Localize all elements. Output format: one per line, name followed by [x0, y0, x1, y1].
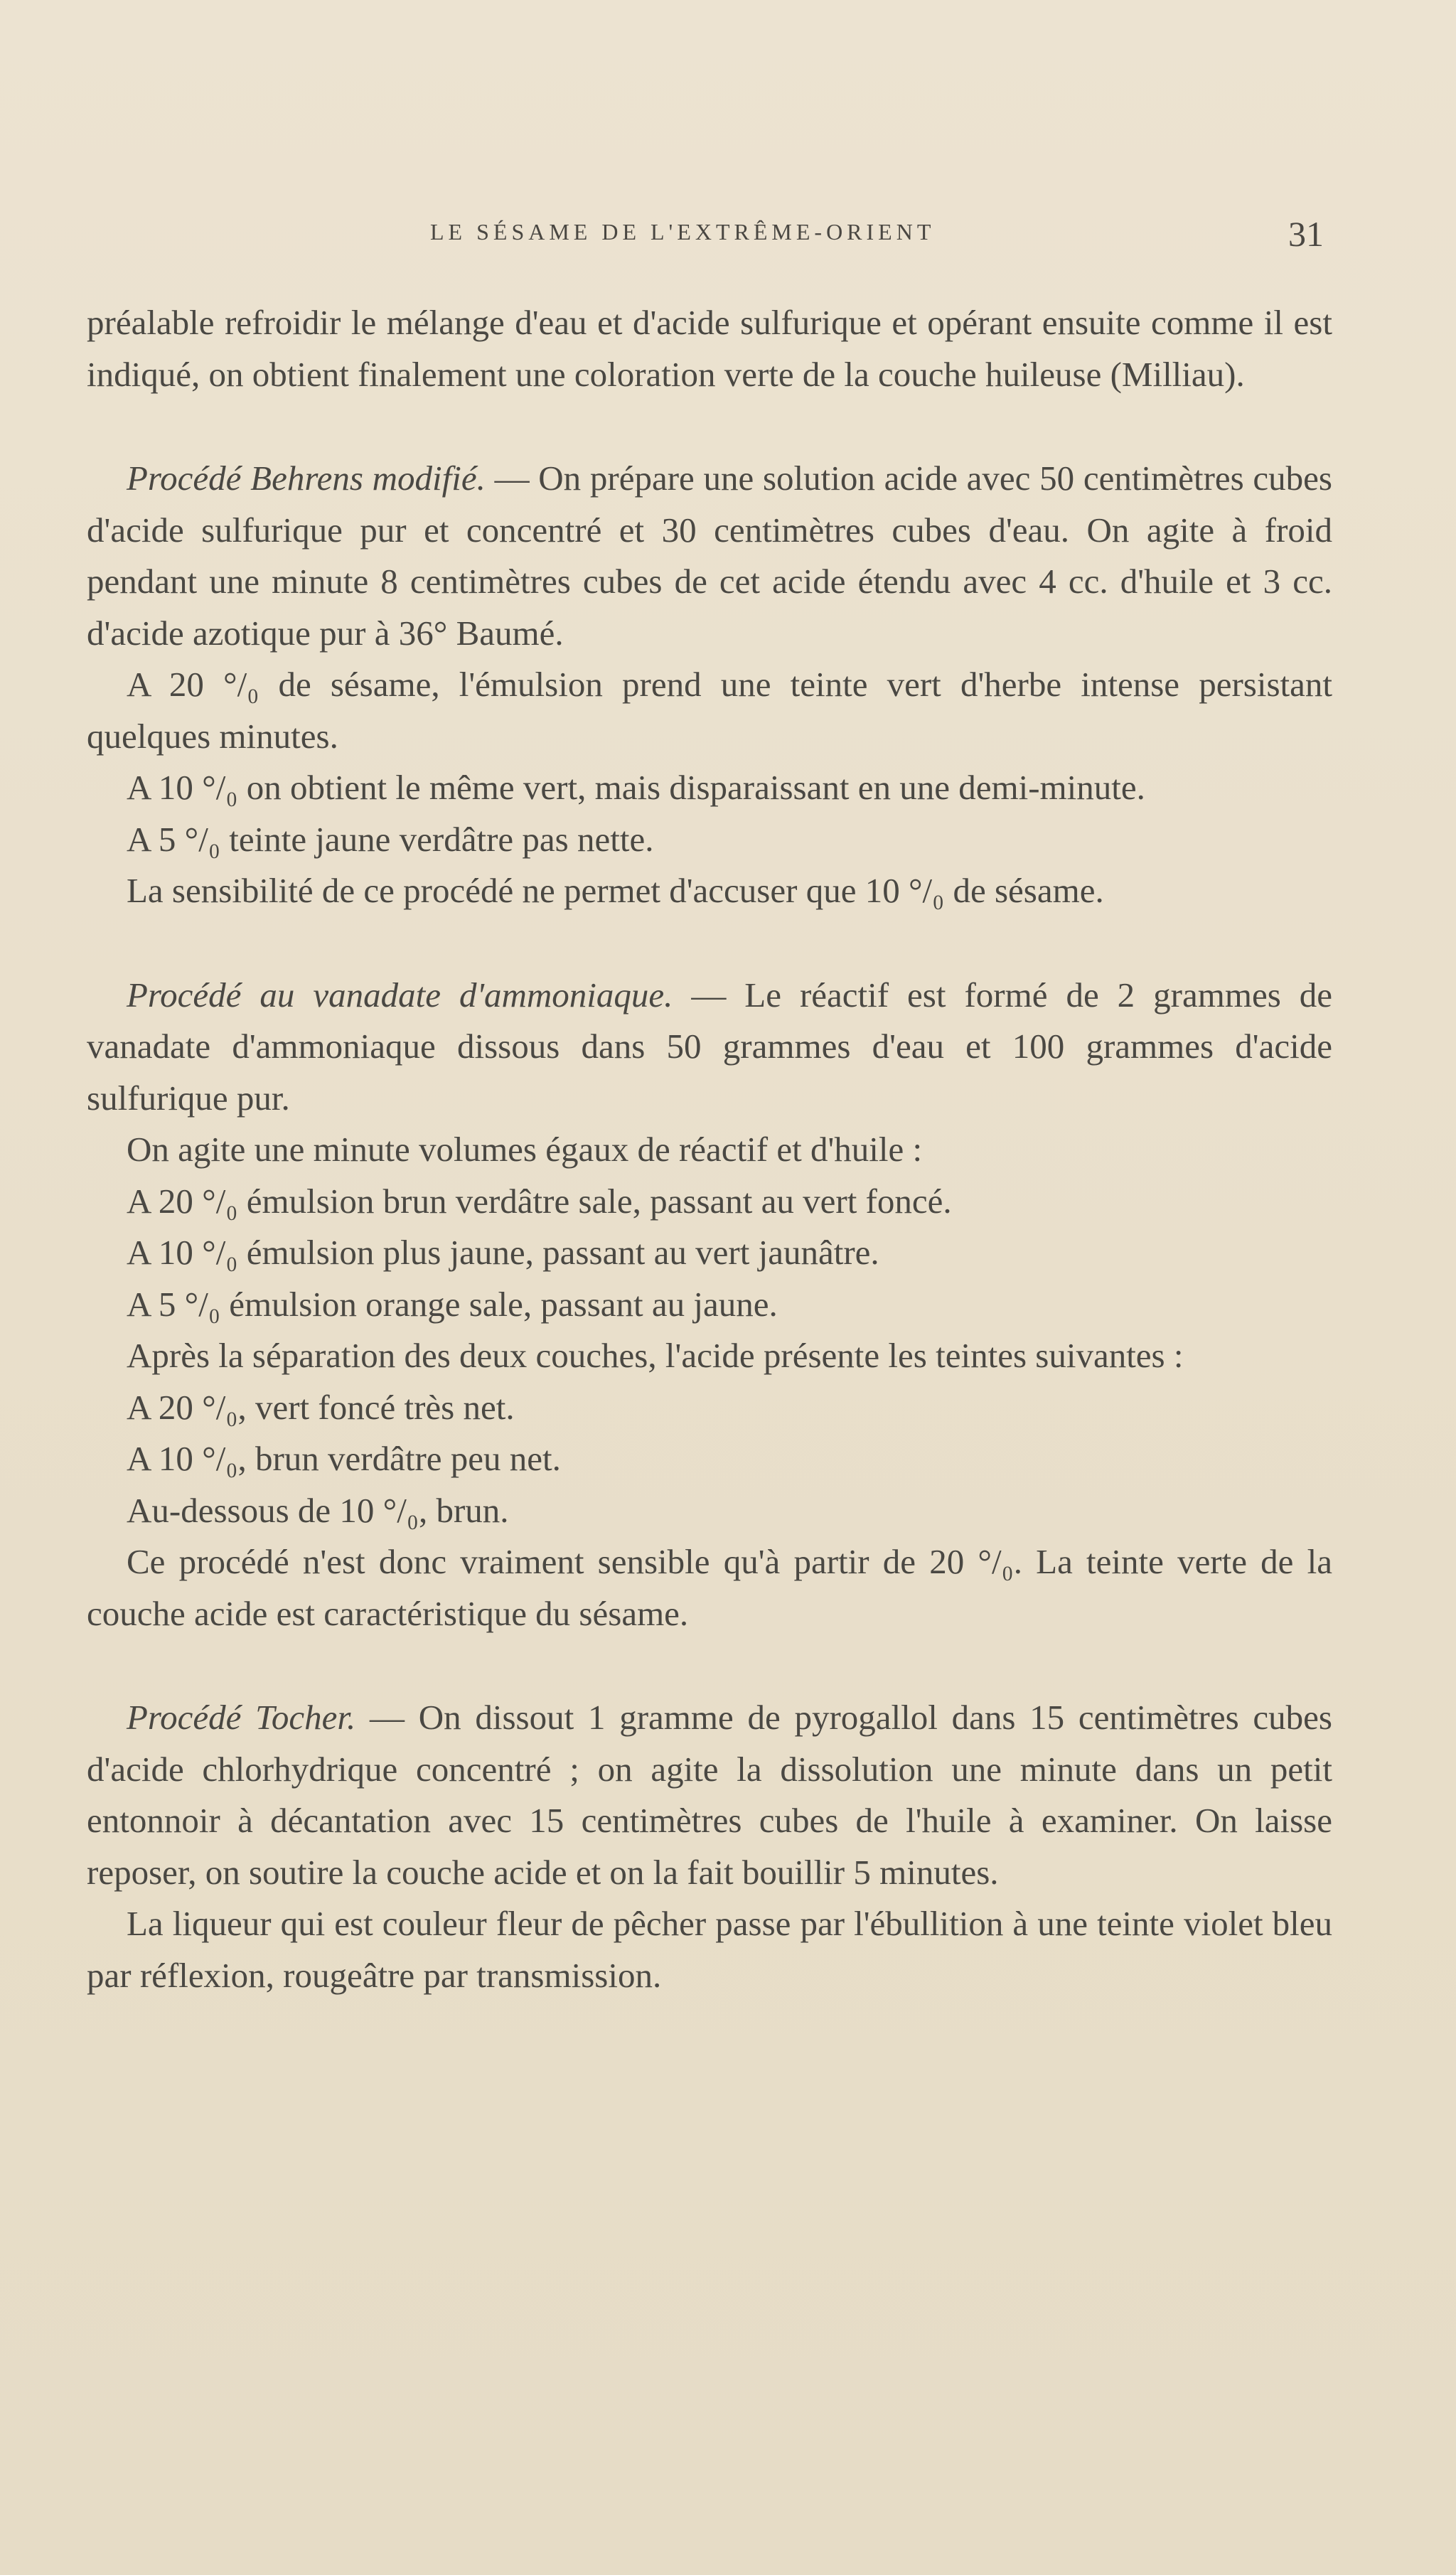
paragraph: La sensibilité de ce procédé ne permet d'accuser que 10 °/₀ de sésame.	[127, 871, 1104, 910]
page-header	[0, 214, 1456, 262]
paragraph: préalable refroidir le mélange d'eau et d'acide sulfurique et opérant ensuite comme il est indiqué, on obtient finalement une coloration verte de la couche huileuse (Milliau).	[87, 303, 1332, 394]
paragraph: Procédé au vanadate d'ammoniaque. — Le réactif est formé de 2 grammes de vanadate d'ammoniaque dissous dans 50 grammes d'eau et 100 grammes d'acide sulfurique pur.	[87, 975, 1332, 1118]
paragraph: Procédé Behrens modifié. — On prépare une solution acide avec 50 centimètres cubes d'acide sulfurique pur et concentré et 30 centimètres cubes d'eau. On agite à froid pendant une minute 8 centimètres cubes de cet acide étendu avec 4 cc. d'huile et 3 cc. d'acide azotique pur à 36° Baumé.	[87, 459, 1332, 653]
paragraph: A 10 °/₀ on obtient le même vert, mais disparaissant en une demi-minute.	[127, 768, 1145, 807]
paragraph: La liqueur qui est couleur fleur de pêcher passe par l'ébullition à une teinte violet bleu par réflexion, rougeâtre par transmission.	[87, 1904, 1332, 1995]
paragraph: A 5 °/₀ teinte jaune verdâtre pas nette.	[127, 819, 654, 859]
paragraph: A 5 °/₀ émulsion orange sale, passant au jaune.	[127, 1284, 778, 1324]
body-text	[87, 297, 1332, 2001]
paragraph: A 20 °/₀ de sésame, l'émulsion prend une teinte vert d'herbe intense persistant quelques minutes.	[87, 665, 1332, 756]
paragraph: Ce procédé n'est donc vraiment sensible qu'à partir de 20 °/₀. La teinte verte de la couche acide est caractéristique du sésame.	[87, 1542, 1332, 1633]
page-number: 31	[1288, 214, 1324, 254]
paragraph: A 10 °/₀ émulsion plus jaune, passant au vert jaunâtre.	[127, 1233, 879, 1272]
paragraph: On agite une minute volumes égaux de réactif et d'huile :	[127, 1130, 923, 1169]
section-heading: Procédé Behrens modifié.	[127, 459, 486, 498]
paragraph: Procédé Tocher. — On dissout 1 gramme de pyrogallol dans 15 centimètres cubes d'acide chlorhydrique concentré ; on agite la dissolution une minute dans un petit entonnoir à décantation avec 15 centimètres cubes de l'huile à examiner. On laisse reposer, on soutire la couche acide et on la fait bouillir 5 minutes.	[87, 1698, 1332, 1892]
paragraph: A 20 °/₀, vert foncé très net.	[127, 1387, 515, 1427]
paragraph: A 10 °/₀, brun verdâtre peu net.	[127, 1439, 561, 1478]
running-title: LE SÉSAME DE L'EXTRÊME-ORIENT	[430, 219, 936, 245]
section-heading: Procédé au vanadate d'ammoniaque.	[127, 975, 673, 1015]
paragraph: Au-dessous de 10 °/₀, brun.	[127, 1490, 509, 1530]
paragraph: Après la séparation des deux couches, l'acide présente les teintes suivantes :	[127, 1336, 1184, 1375]
paragraph: A 20 °/₀ émulsion brun verdâtre sale, passant au vert foncé.	[127, 1181, 952, 1221]
section-heading: Procédé Tocher.	[127, 1698, 356, 1737]
